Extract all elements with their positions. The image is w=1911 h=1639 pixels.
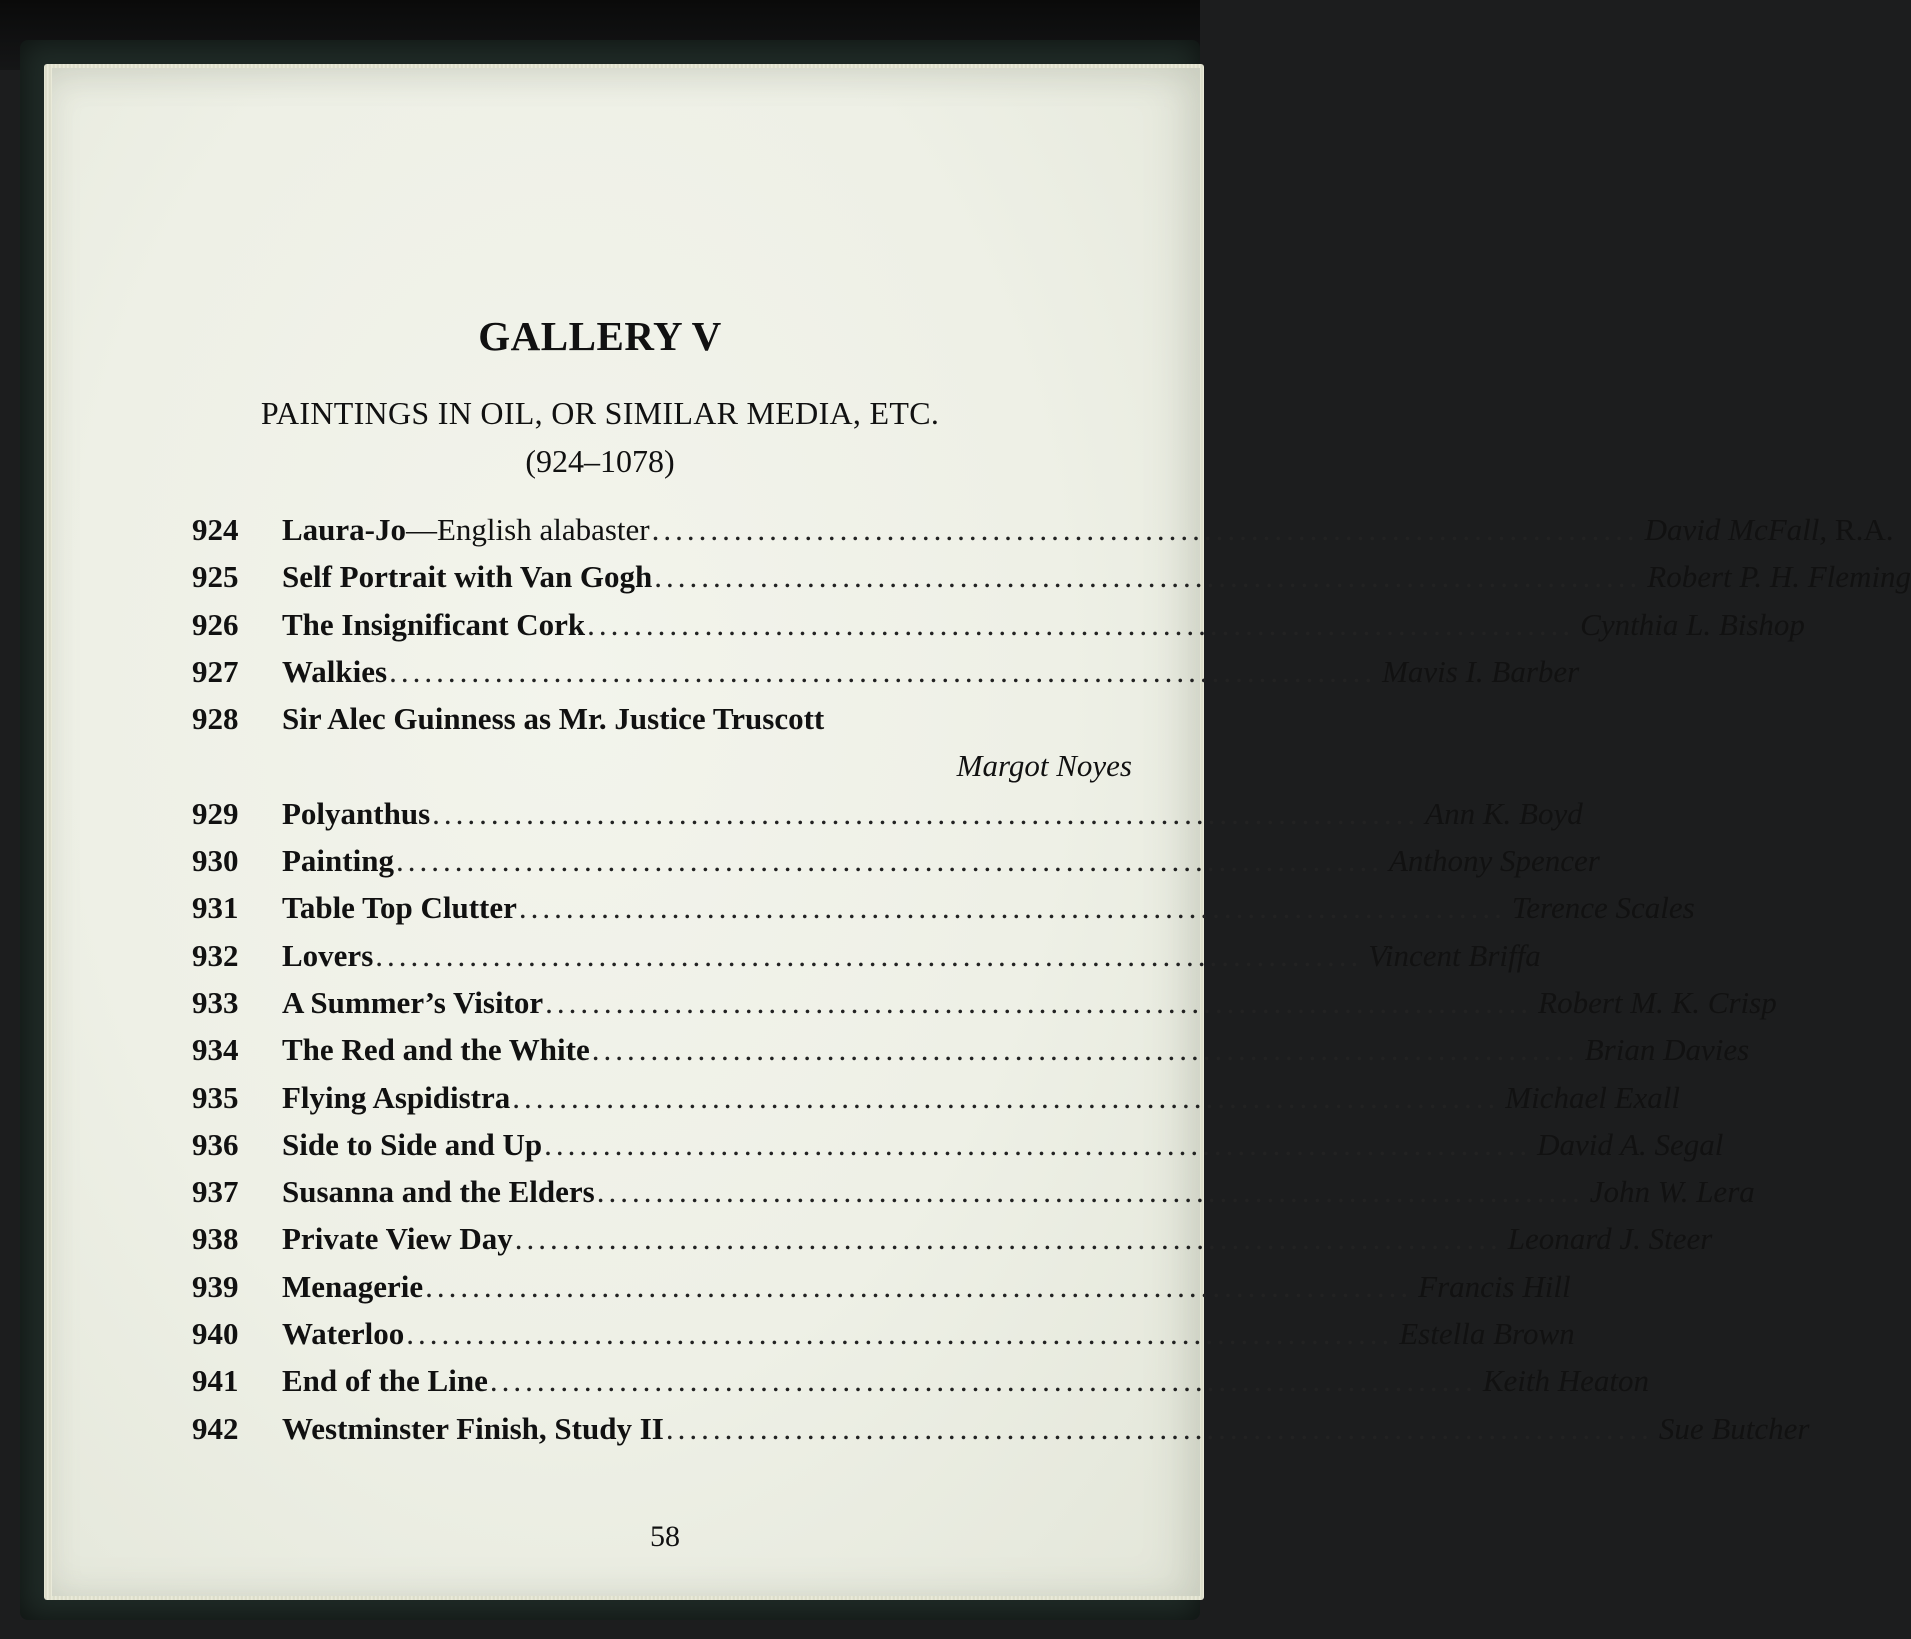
entry-artist: Brian Davies [1584, 1032, 1750, 1068]
leader-dots: .................................................................................... [544, 1126, 1532, 1162]
entry-title: Walkies [282, 653, 388, 689]
page-title: GALLERY V [478, 313, 722, 359]
entry-number: 938 [192, 1221, 239, 1257]
entry-number: 937 [192, 1174, 239, 1210]
entry-artist: Keith Heaton [1482, 1363, 1650, 1399]
leader-dots: .................................................................................... [514, 1221, 1502, 1257]
entry-number: 927 [192, 653, 239, 689]
page-number: 58 [650, 1520, 680, 1553]
entry-title: Lovers [282, 937, 374, 973]
leader-dots: .................................................................................... [489, 1363, 1477, 1399]
entry-title: The Insignificant Cork [282, 606, 586, 642]
entry-title: Waterloo [282, 1316, 405, 1352]
entry-artist: Leonard J. Steer [1507, 1221, 1713, 1257]
entry-artist-name: David McFall, [1644, 512, 1835, 547]
catalogue-entry [192, 653, 1580, 701]
entry-number: 924 [192, 512, 239, 547]
catalogue-entry [192, 984, 1777, 1032]
entry-title: Sir Alec Guinness as Mr. Justice Truscott [282, 701, 825, 737]
entry-number: 934 [192, 1032, 239, 1068]
entry-title: Table Top Clutter [282, 890, 517, 926]
entry-number: 930 [192, 843, 239, 879]
catalogue-entry [192, 890, 1695, 937]
catalogue-entry [192, 559, 1911, 606]
entry-title: Susanna and the Elders [282, 1174, 595, 1210]
entry-title: Menagerie [282, 1268, 424, 1304]
catalogue-entry [192, 1410, 1810, 1458]
entry-number: 935 [192, 1079, 239, 1115]
entry-number: 941 [192, 1363, 239, 1399]
entry-number: 932 [192, 937, 239, 973]
catalogue-entry [192, 1316, 1575, 1363]
entry-title: Private View Day [282, 1221, 513, 1257]
catalogue-list [192, 512, 1911, 1458]
entry-number: 933 [192, 984, 239, 1020]
entry-number: 929 [192, 795, 239, 831]
entry-title: Side to Side and Up [282, 1126, 543, 1162]
entry-number: 925 [192, 559, 239, 595]
entry-artist [1645, 512, 1894, 548]
entry-artist: Ann K. Boyd [1425, 795, 1583, 831]
leader-dots: .................................................................................... [596, 1174, 1584, 1210]
leader-dots: .................................................................................... [406, 1316, 1394, 1352]
catalogue-entry [192, 1174, 1755, 1221]
entry-title: Flying Aspidistra [282, 1079, 511, 1115]
entry-number: 940 [192, 1316, 239, 1352]
leader-dots: .................................................................................... [587, 606, 1575, 642]
entry-artist: Sue Butcher [1658, 1410, 1810, 1446]
entry-artist: David A. Segal [1537, 1126, 1724, 1162]
entry-title-bold: Laura-Jo [282, 512, 406, 547]
entry-title-medium: —English alabaster [406, 512, 650, 547]
catalogue-entry [192, 606, 1805, 654]
catalogue-entry-continuation [192, 748, 1132, 795]
entry-title: Painting [282, 843, 394, 879]
entry-number: 939 [192, 1268, 239, 1304]
entry-artist: Michael Exall [1505, 1079, 1680, 1115]
section-subtitle: PAINTINGS IN OIL, OR SIMILAR MEDIA, ETC. [260, 395, 940, 431]
leader-dots: .................................................................................... [375, 937, 1363, 973]
leader-dots: .................................................................................... [651, 512, 1639, 547]
catalogue-entry [192, 937, 1541, 985]
entry-artist: John W. Lera [1589, 1174, 1755, 1210]
entry-number: 926 [192, 606, 239, 642]
entry-artist: Estella Brown [1399, 1316, 1575, 1352]
entry-title: Polyanthus [282, 795, 431, 831]
catalogue-entry [192, 1363, 1650, 1410]
catalogue-entry [192, 1268, 1571, 1316]
leader-dots: .................................................................................... [665, 1410, 1653, 1446]
leader-dots: .................................................................................... [512, 1079, 1500, 1115]
catalogue-entry [192, 795, 1583, 843]
entry-artist: Francis Hill [1418, 1268, 1571, 1304]
leader-dots: .................................................................................... [389, 653, 1377, 689]
entry-title: End of the Line [282, 1363, 488, 1399]
leader-dots: .................................................................................... [518, 890, 1506, 926]
entry-title: A Summer’s Visitor [282, 984, 544, 1020]
leader-dots: .................................................................................... [395, 843, 1383, 879]
catalogue-entry [192, 1126, 1724, 1174]
catalogue-entry [192, 1079, 1680, 1127]
entry-number: 928 [192, 701, 239, 737]
entry-artist: Vincent Briffa [1368, 937, 1541, 973]
entry-artist-suffix: R.A. [1834, 512, 1894, 547]
entry-number: 942 [192, 1410, 239, 1446]
entry-title: The Red and the White [282, 1032, 590, 1068]
leader-dots: .................................................................................... [654, 559, 1642, 595]
entry-number: 936 [192, 1126, 239, 1162]
catalogue-entry [192, 701, 1132, 748]
leader-dots: .................................................................................... [545, 984, 1533, 1020]
entry-title [282, 512, 650, 548]
entry-title: Westminster Finish, Study II [282, 1410, 664, 1446]
leader-dots: .................................................................................... [432, 795, 1420, 831]
entry-artist: Cynthia L. Bishop [1580, 606, 1805, 642]
entry-artist: Robert M. K. Crisp [1538, 984, 1777, 1020]
entry-title: Self Portrait with Van Gogh [282, 559, 653, 595]
catalogue-range: (924–1078) [525, 443, 675, 479]
entry-artist: Terence Scales [1511, 890, 1695, 926]
entry-artist: Mavis I. Barber [1382, 653, 1580, 689]
catalogue-entry [192, 843, 1600, 890]
entry-artist: Margot Noyes [956, 748, 1132, 784]
catalogue-entry [192, 512, 1894, 559]
catalogue-entry [192, 1221, 1713, 1268]
entry-artist: Anthony Spencer [1388, 843, 1600, 879]
catalogue-entry [192, 1032, 1750, 1079]
leader-dots: .................................................................................... [425, 1268, 1413, 1304]
entry-number: 931 [192, 890, 239, 926]
entry-artist: Robert P. H. Fleming [1647, 559, 1911, 595]
leader-dots: .................................................................................... [591, 1032, 1579, 1068]
